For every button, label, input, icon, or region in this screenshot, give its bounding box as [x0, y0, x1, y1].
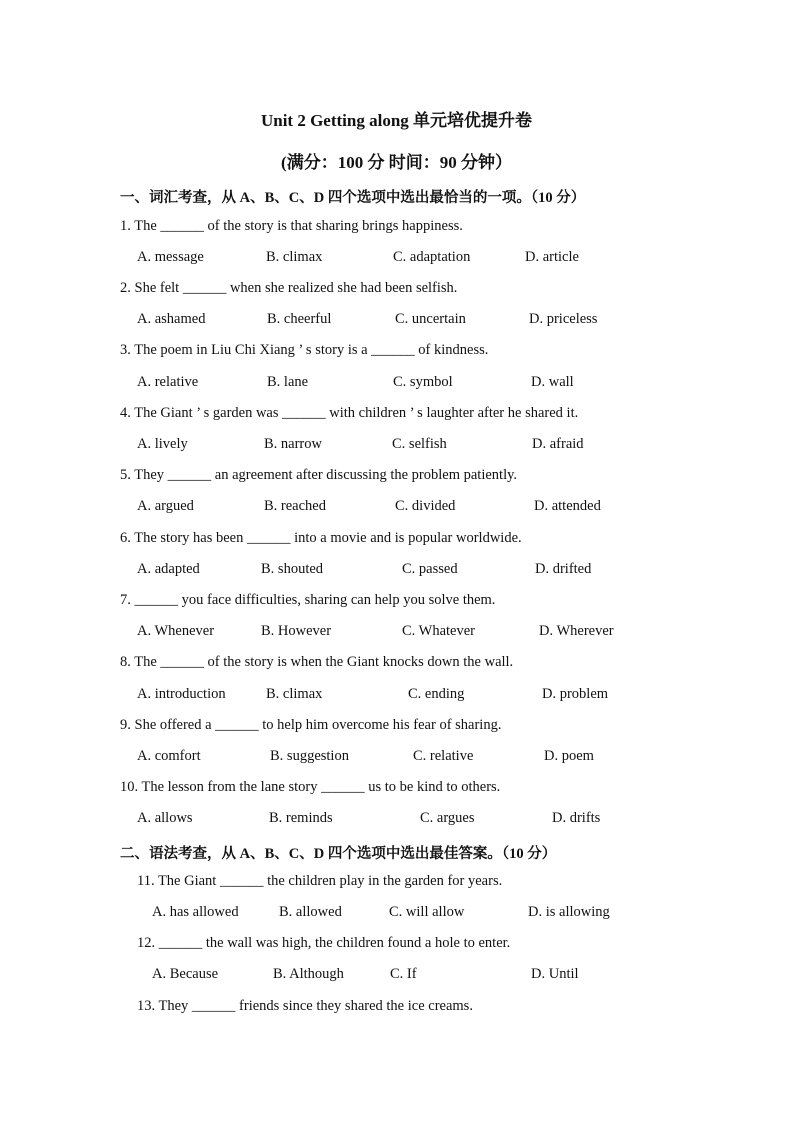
question-11: 11. The Giant ______ the children play in the garden for years. — [137, 873, 503, 889]
question-3: 3. The poem in Liu Chi Xiang ’ s story is a ______ of kindness. — [120, 342, 489, 358]
option-8c: C. ending — [408, 686, 465, 702]
option-2a: A. ashamed — [137, 311, 206, 327]
option-4d: D. afraid — [532, 436, 584, 452]
question-9: 9. She offered a ______ to help him overcome his fear of sharing. — [120, 717, 502, 733]
question-5: 5. They ______ an agreement after discussing the problem patiently. — [120, 467, 518, 483]
option-11a: A. has allowed — [152, 904, 239, 920]
question-8: 8. The ______ of the story is when the Giant knocks down the wall. — [120, 654, 514, 670]
option-1d: D. article — [525, 249, 579, 265]
option-10d: D. drifts — [552, 810, 601, 826]
option-5d: D. attended — [534, 498, 601, 514]
option-9c: C. relative — [413, 748, 474, 764]
option-6a: A. adapted — [137, 561, 200, 577]
option-12c: C. If — [390, 966, 417, 982]
option-7c: C. Whatever — [402, 623, 476, 639]
section-2-heading: 二、语法考查，从 A、B、C、D 四个选项中选出最佳答案。（10 分） — [120, 846, 557, 862]
option-7b: B. However — [261, 623, 332, 639]
question-6: 6. The story has been ______ into a movie and is popular worldwide. — [120, 530, 522, 546]
option-12a: A. Because — [152, 966, 219, 982]
option-4c: C. selfish — [392, 436, 447, 452]
option-3b: B. lane — [267, 374, 309, 390]
option-4b: B. narrow — [264, 436, 322, 452]
option-8b: B. climax — [266, 686, 323, 702]
question-13: 13. They ______ friends since they shared the ice creams. — [137, 998, 473, 1014]
option-8a: A. introduction — [137, 686, 226, 702]
option-6b: B. shouted — [261, 561, 324, 577]
question-10: 10. The lesson from the lane story ______ us to be kind to others. — [120, 779, 501, 795]
question-4: 4. The Giant ’ s garden was ______ with children ’ s laughter after he shared it. — [120, 405, 579, 421]
option-6d: D. drifted — [535, 561, 592, 577]
question-1: 1. The ______ of the story is that sharing brings happiness. — [120, 218, 463, 234]
question-7: 7. ______ you face difficulties, sharing can help you solve them. — [120, 592, 496, 608]
option-10a: A. allows — [137, 810, 193, 826]
option-11b: B. allowed — [279, 904, 342, 920]
option-7a: A. Whenever — [137, 623, 215, 639]
section-1-heading: 一、词汇考查，从 A、B、C、D 四个选项中选出最恰当的一项。（10 分） — [120, 190, 586, 206]
option-12b: B. Although — [273, 966, 344, 982]
option-1c: C. adaptation — [393, 249, 471, 265]
option-5b: B. reached — [264, 498, 326, 514]
question-2: 2. She felt ______ when she realized she had been selfish. — [120, 280, 458, 296]
option-5c: C. divided — [395, 498, 456, 514]
option-10b: B. reminds — [269, 810, 333, 826]
page-title: Unit 2 Getting along 单元培优提升卷 — [260, 111, 533, 130]
option-12d: D. Until — [531, 966, 579, 982]
option-7d: D. Wherever — [539, 623, 614, 639]
option-11c: C. will allow — [389, 904, 465, 920]
question-12: 12. ______ the wall was high, the children found a hole to enter. — [137, 935, 511, 951]
option-1b: B. climax — [266, 249, 323, 265]
option-9d: D. poem — [544, 748, 594, 764]
option-11d: D. is allowing — [528, 904, 610, 920]
option-9b: B. suggestion — [270, 748, 349, 764]
option-10c: C. argues — [420, 810, 475, 826]
option-3a: A. relative — [137, 374, 199, 390]
page-subtitle: (满分：100 分 时间：90 分钟） — [281, 153, 512, 172]
option-2c: C. uncertain — [395, 311, 466, 327]
option-8d: D. problem — [542, 686, 609, 702]
option-2d: D. priceless — [529, 311, 598, 327]
option-1a: A. message — [137, 249, 204, 265]
option-2b: B. cheerful — [267, 311, 332, 327]
option-6c: C. passed — [402, 561, 458, 577]
option-4a: A. lively — [137, 436, 188, 452]
option-5a: A. argued — [137, 498, 194, 514]
option-3c: C. symbol — [393, 374, 453, 390]
option-3d: D. wall — [531, 374, 574, 390]
option-9a: A. comfort — [137, 748, 201, 764]
